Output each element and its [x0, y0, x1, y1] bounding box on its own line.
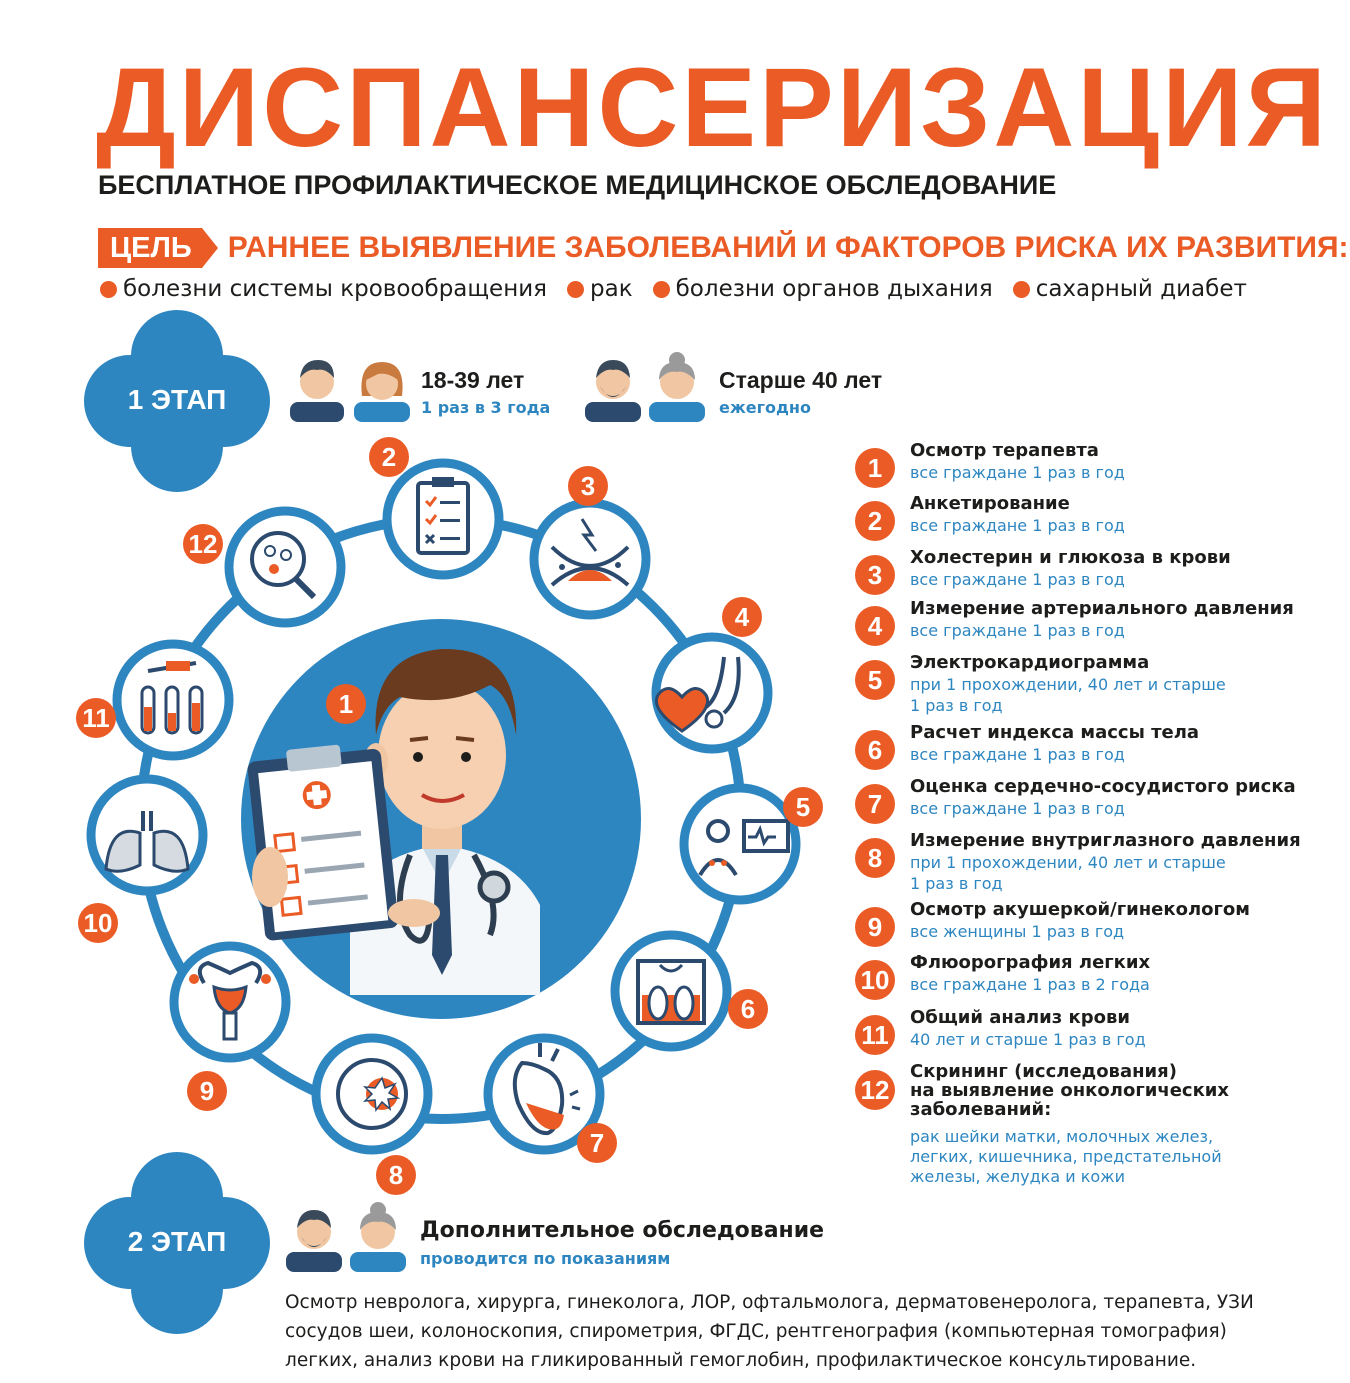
ring-circle-10 [91, 779, 203, 891]
ring-circle-5 [684, 788, 796, 900]
exam-frequency: при 1 прохождении, 40 лет и старше [910, 675, 1226, 694]
ring-number-12: 12 [183, 524, 223, 564]
exam-title-line: на выявление онкологических [910, 1080, 1230, 1101]
ring-number-3: 3 [568, 466, 608, 506]
age-group-young-sub: 1 раз в 3 года [421, 398, 551, 417]
ring-circle-3 [534, 503, 646, 615]
exam-title: Анкетирование [910, 493, 1070, 514]
exam-number: 10 [855, 960, 895, 1000]
exam-number: 4 [855, 606, 895, 646]
bullet-dot-icon [100, 281, 117, 298]
exam-number: 3 [855, 555, 895, 595]
exam-title: Осмотр терапевта [910, 440, 1099, 461]
exam-frequency: все граждане 1 раз в год [910, 463, 1125, 482]
exam-frequency: 1 раз в год [910, 696, 1003, 715]
exam-number: 5 [855, 660, 895, 700]
exam-number: 6 [855, 730, 895, 770]
disease-item: сахарный диабет [1013, 276, 1247, 302]
exam-title: Измерение артериального давления [910, 598, 1294, 619]
disease-list [100, 276, 1267, 302]
exam-title: Флюорография легких [910, 952, 1151, 973]
stage2-elderly-people-icon [286, 1200, 416, 1272]
exam-frequency: все граждане 1 раз в год [910, 570, 1125, 589]
ring-number-8: 8 [376, 1155, 416, 1195]
exam-title: Оценка сердечно-сосудистого риска [910, 776, 1296, 797]
bullet-dot-icon [653, 281, 670, 298]
disease-item: болезни органов дыхания [653, 276, 993, 302]
ring-number-2: 2 [369, 437, 409, 477]
age-group-young-title: 18-39 лет [421, 367, 525, 393]
ring-circle-11 [117, 644, 229, 756]
page-subtitle: БЕСПЛАТНОЕ ПРОФИЛАКТИЧЕСКОЕ МЕДИЦИНСКОЕ ОБСЛЕДОВАНИЕ [98, 170, 1057, 200]
exam-frequency: все граждане 1 раз в год [910, 516, 1125, 535]
exam-title: Общий анализ крови [910, 1007, 1130, 1028]
exam-title-line: Скрининг (исследования) [910, 1061, 1177, 1082]
ring-circle-12 [229, 511, 341, 623]
goal-badge: ЦЕЛЬ [98, 228, 202, 268]
ring-number-7: 7 [577, 1123, 617, 1163]
exam-title: Измерение внутриглазного давления [910, 830, 1301, 851]
exam-frequency: все женщины 1 раз в год [910, 922, 1125, 941]
young-people-icon [288, 356, 418, 422]
exam-frequency: все граждане 1 раз в год [910, 621, 1125, 640]
ring-number-1: 1 [326, 684, 366, 724]
bullet-dot-icon [567, 281, 584, 298]
age-group-old-title: Старше 40 лет [719, 367, 883, 393]
exam-number: 9 [855, 907, 895, 947]
goal-row [98, 226, 1349, 270]
exam-number: 12 [855, 1070, 895, 1110]
stage2-subtitle: проводится по показаниям [420, 1249, 671, 1268]
elderly-people-icon [585, 352, 715, 422]
exam-frequency: рак шейки матки, молочных желез, [910, 1127, 1214, 1146]
ring-number-5: 5 [783, 787, 823, 827]
exam-title: Осмотр акушеркой/гинекологом [910, 899, 1250, 920]
age-group-old-sub: ежегодно [719, 398, 811, 417]
exam-frequency: все граждане 1 раз в год [910, 799, 1125, 818]
ring-number-10: 10 [78, 903, 118, 943]
exam-number: 11 [855, 1015, 895, 1055]
exam-frequency: все граждане 1 раз в год [910, 745, 1125, 764]
exam-title: Расчет индекса массы тела [910, 722, 1200, 743]
exam-title: Электрокардиограмма [910, 652, 1150, 673]
ring-number-9: 9 [187, 1071, 227, 1111]
ring-number-4: 4 [722, 597, 762, 637]
goal-text: РАННЕЕ ВЫЯВЛЕНИЕ ЗАБОЛЕВАНИЙ И ФАКТОРОВ РИСКА ИХ РАЗВИТИЯ: [227, 231, 1349, 264]
exam-frequency: все граждане 1 раз в 2 года [910, 975, 1150, 994]
exam-frequency: 1 раз в год [910, 874, 1003, 893]
ring-circle-6 [615, 935, 727, 1047]
bullet-dot-icon [1013, 281, 1030, 298]
exam-number: 8 [855, 838, 895, 878]
exam-frequency: легких, кишечника, предстательной [910, 1147, 1222, 1166]
exam-frequency: железы, желудка и кожи [910, 1167, 1125, 1186]
stage2-badge: 2 ЭТАП [127, 1226, 227, 1257]
exam-number: 2 [855, 501, 895, 541]
disease-item: рак [567, 276, 633, 302]
exam-number: 7 [855, 784, 895, 824]
stage1-badge: 1 ЭТАП [127, 384, 227, 415]
exam-title: Холестерин и глюкоза в крови [910, 547, 1231, 568]
page-title: ДИСПАНСЕРИЗАЦИЯ [96, 45, 1330, 170]
stage2-description: Осмотр невролога, хирурга, гинеколога, ЛОР, офтальмолога, дерматовенеролога, терапевта, УЗИ сосудов шеи, колоноскопия, спирометрия, ФГДС, рентгенография (компьютерная томография) легких, анализ крови на гликированный гемоглобин, профилактическое консультирование. [285, 1292, 1254, 1371]
exam-title-line: заболеваний: [910, 1099, 1052, 1120]
disease-item: болезни системы кровообращения [100, 276, 547, 302]
ring-number-11: 11 [76, 698, 116, 738]
exam-number: 1 [855, 448, 895, 488]
exam-frequency: при 1 прохождении, 40 лет и старше [910, 853, 1226, 872]
ring-number-6: 6 [728, 989, 768, 1029]
exam-frequency: 40 лет и старше 1 раз в год [910, 1030, 1146, 1049]
stage2-title: Дополнительное обследование [420, 1218, 825, 1243]
